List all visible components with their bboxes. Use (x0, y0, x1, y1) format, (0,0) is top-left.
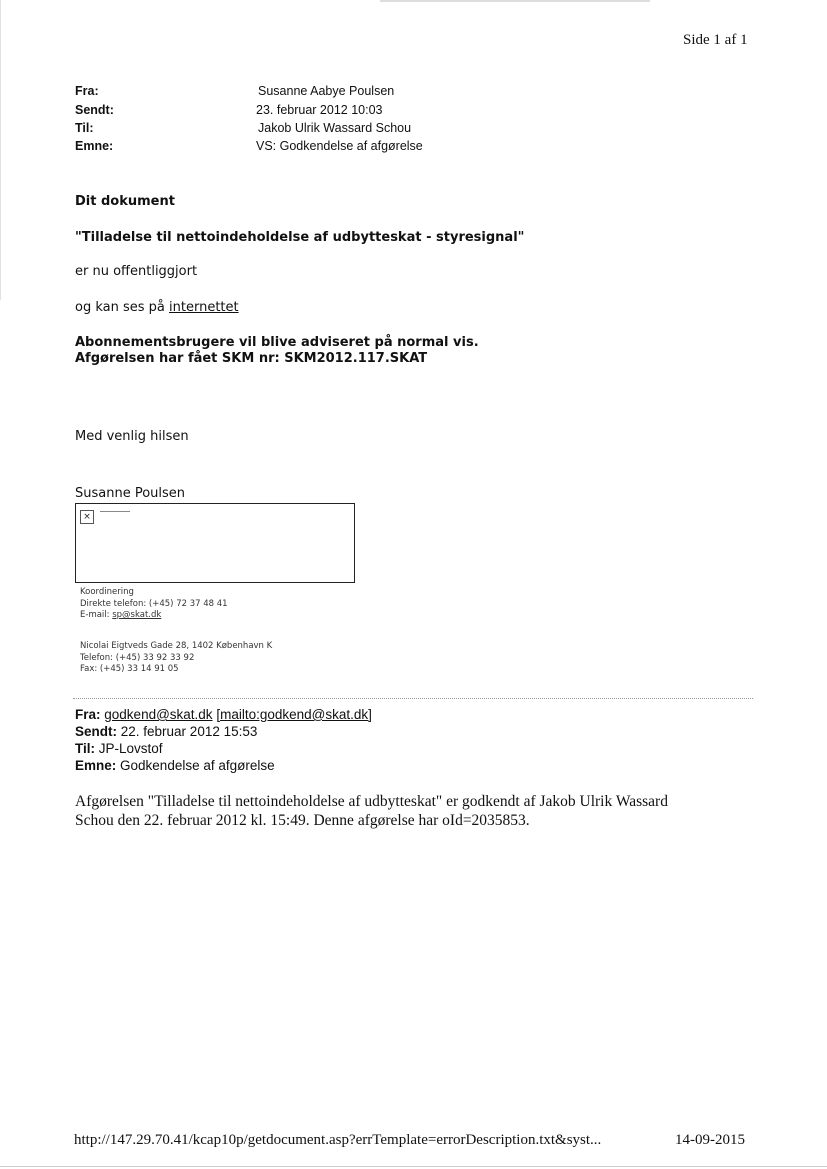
signature-email-line (80, 610, 228, 622)
forwarded-to-label: Til: (75, 741, 95, 756)
forwarded-body-line1: Afgørelsen "Tilladelse til nettoindeholdelse af udbytteskat" er godkendt af Jakob Ulrik Wassard (75, 793, 668, 810)
signature-phone: Telefon: (+45) 33 92 33 92 (80, 652, 195, 663)
skm-number: Afgørelsen har fået SKM nr: SKM2012.117.SKAT (75, 351, 428, 366)
forwarded-from-label: Fra: (75, 707, 101, 722)
forwarded-body-line2: Schou den 22. februar 2012 kl. 15:49. Denne afgørelse har oId=2035853. (75, 812, 530, 829)
forwarded-body (75, 792, 775, 830)
image-dash (100, 511, 130, 512)
published-text: er nu offentliggjort (75, 264, 198, 279)
forwarded-subject-line (75, 757, 372, 774)
footer-url: http://147.29.70.41/kcap10p/getdocument.asp?errTemplate=errorDescription.txt&syst... (74, 1132, 602, 1148)
header-from-label: Fra: (75, 84, 99, 98)
signature-address: Nicolai Eigtveds Gade 28, 1402 København K (80, 641, 273, 651)
signature-fax: Fax: (+45) 33 14 91 05 (80, 664, 179, 674)
forwarded-sent-line (75, 723, 372, 740)
forwarded-subject-label: Emne: (75, 758, 117, 773)
forward-separator (73, 698, 753, 699)
scan-edge-left (0, 0, 1, 300)
scan-edge-top (380, 0, 650, 2)
forwarded-sent-value: 22. februar 2012 15:53 (120, 724, 258, 739)
page-number: Side 1 af 1 (683, 32, 748, 48)
header-to-value: Jakob Ulrik Wassard Schou (258, 121, 412, 135)
signature-direct-phone: Direkte telefon: (+45) 72 37 48 41 (80, 598, 228, 609)
signature-logo-box (75, 503, 355, 583)
broken-image-icon: × (80, 510, 94, 524)
forwarded-from-email[interactable]: godkend@skat.dk (104, 707, 213, 722)
header-subject-value: VS: Godkendelse af afgørelse (256, 139, 423, 153)
forwarded-from-line (75, 706, 372, 723)
signature-contact (80, 587, 228, 622)
forwarded-mailto-link[interactable]: [mailto:godkend@skat.dk] (216, 707, 372, 722)
signature-address-block (80, 641, 272, 676)
document-title: "Tilladelse til nettoindeholdelse af udbytteskat - styresignal" (75, 230, 525, 245)
forwarded-sent-label: Sendt: (75, 724, 117, 739)
forwarded-to-value: JP-Lovstof (98, 741, 163, 756)
signature-name: Susanne Poulsen (75, 486, 186, 501)
forwarded-header (75, 706, 372, 774)
subscribers-notice: Abonnementsbrugere vil blive adviseret på normal vis. (75, 335, 479, 350)
footer-date: 14-09-2015 (675, 1132, 745, 1148)
forwarded-to-line (75, 740, 372, 757)
seen-prefix: og kan ses på (75, 300, 170, 315)
message-heading: Dit dokument (75, 194, 175, 209)
header-subject-label: Emne: (75, 139, 114, 153)
signature-email-prefix: E-mail: (80, 610, 113, 620)
scan-edge-bottom (0, 1166, 827, 1167)
header-sent-value: 23. februar 2012 10:03 (256, 103, 383, 117)
greeting: Med venlig hilsen (75, 429, 189, 444)
header-to-label: Til: (75, 121, 94, 135)
header-from-value: Susanne Aabye Poulsen (258, 84, 395, 98)
header-sent-label: Sendt: (75, 103, 114, 117)
forwarded-subject-value: Godkendelse af afgørelse (120, 758, 275, 773)
seen-line (75, 300, 239, 315)
signature-dept: Koordinering (80, 587, 134, 597)
internet-link[interactable]: internettet (169, 300, 239, 315)
signature-email-link[interactable]: sp@skat.dk (112, 610, 162, 620)
